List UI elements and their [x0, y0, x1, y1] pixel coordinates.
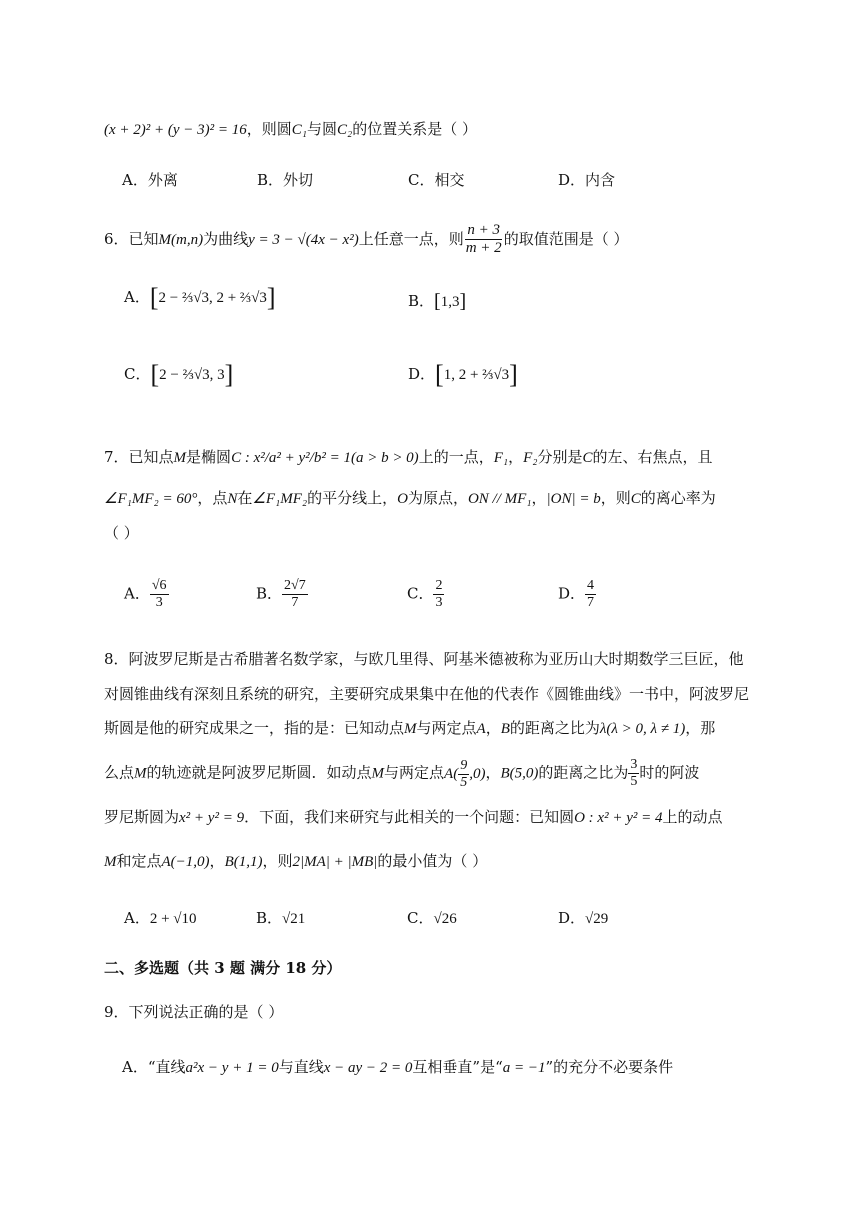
line-2-equation: x − ay − 2 = 0: [323, 1060, 413, 1076]
q8-option-d: D．√29: [558, 909, 609, 927]
fixed-point-a: A(−1,0): [161, 854, 210, 870]
option-b-value: 1,3: [440, 294, 460, 310]
parallel-condition: ON // MF₁: [467, 491, 532, 507]
q6-option-a: A．[2 − ⅔√3, 2 + ⅔√3]: [124, 283, 276, 312]
q6-option-d: D．[1, 2 + ⅔√3]: [408, 360, 518, 389]
q7-stem-line1: 7．已知点M是椭圆C : x²/a² + y²/b² = 1(a > b > 0)上的一点，F₁，F₂分别是C的左、右焦点，且: [104, 448, 713, 466]
q8-line2: 对圆锥曲线有深刻且系统的研究，主要研究成果集中在他的代表作《圆锥曲线》一书中，阿波罗尼: [104, 685, 750, 703]
point-m: M(m,n): [158, 231, 204, 248]
q8-line1: 8．阿波罗尼斯是古希腊著名数学家，与欧几里得、阿基米德被称为亚历山大时期数学三巨匠，他: [104, 650, 744, 668]
length-condition: |ON| = b: [546, 491, 601, 507]
q7-stem-line2: ∠F₁MF₂ = 60°，点N在∠F₁MF₂的平分线上，O为原点，ON // MF₁，|ON| = b，则C的离心率为: [104, 489, 716, 507]
q5-line: [104, 118, 477, 139]
q7-option-a: A． $\frac{√6}{3}$: [124, 578, 167, 611]
q6-stem: [104, 222, 628, 258]
q8-option-c: C．√26: [407, 909, 457, 927]
q8-option-a: A．2 + √10: [124, 909, 197, 927]
q5-text: 的位置关系是（ ）: [352, 120, 478, 138]
q5-text: ，则圆: [246, 120, 292, 138]
q7-option-b: B． $\frac{2√7}{7}$: [256, 578, 306, 611]
q9-stem: 9．下列说法正确的是（ ）: [104, 1003, 284, 1021]
q7-paren: （ ）: [104, 524, 139, 542]
q8-line3: 斯圆是他的研究成果之一，指的是：已知动点M与两定点A，B的距离之比为λ(λ > 0, λ ≠ 1)，那: [104, 719, 716, 737]
q5-option-c: C．相交: [408, 171, 465, 189]
q5-option-b: B．外切: [257, 171, 314, 189]
circle-o: O : x² + y² = 4: [574, 810, 663, 826]
circle-equation: (x + 2)² + (y − 3)² = 16: [104, 122, 247, 138]
ratio-fraction: $\frac{n + 3}{m + 2}$: [465, 222, 502, 257]
q6-option-b: B．[1,3]: [408, 290, 467, 313]
ratio-lambda: λ(λ > 0, λ ≠ 1): [599, 721, 686, 737]
point-a-fraction: A( $\frac{9}{5}$ ,0): [444, 757, 486, 790]
q6-option-c: C．[2 − ⅔√3, 3]: [124, 360, 234, 389]
condition-a: a = −1: [502, 1060, 546, 1076]
q5-option-a: A．外离: [122, 171, 178, 189]
apollonius-circle: x² + y² = 9: [179, 810, 245, 826]
section-heading: 二、多选题（共 3 题 满分 18 分）: [104, 959, 342, 977]
option-c-value: 2 − ⅔√3, 3: [159, 367, 225, 383]
q8-line4: 么点M的轨迹就是阿波罗尼斯圆．如动点M与两定点A( $\frac{9}{5}$ ,0)，B(5,0)的距离之比为 $\frac{3}{5}$ 时的阿波: [104, 757, 700, 790]
q7-option-d: D． $\frac{4}{7}$: [558, 578, 595, 611]
target-expression: 2|MA| + |MB|: [292, 854, 378, 870]
point-b: B(5,0): [500, 765, 539, 782]
q5-text: 与圆: [307, 120, 338, 138]
q7-option-c: C． $\frac{2}{3}$: [407, 578, 443, 611]
circle-c2: C₂: [337, 122, 353, 138]
fixed-point-b: B(1,1): [224, 854, 263, 870]
q8-line6: M和定点A(−1,0)，B(1,1)，则2|MA| + |MB|的最小值为（ ）: [104, 852, 488, 870]
q6-number: 6．已知: [104, 229, 159, 248]
q8-line5: 罗尼斯圆为x² + y² = 9．下面，我们来研究与此相关的一个问题：已知圆O : x² + y² = 4上的动点: [104, 808, 723, 826]
line-1-equation: a²x − y + 1 = 0: [185, 1060, 279, 1076]
q8-option-b: B．√21: [256, 909, 306, 927]
q5-option-d: D．内含: [558, 171, 616, 189]
q6-text: 为曲线: [203, 229, 249, 248]
q9-option-a: A．“直线a²x − y + 1 = 0与直线x − ay − 2 = 0互相垂直”是“a = −1”的充分不必要条件: [122, 1058, 674, 1076]
option-d-value: 1, 2 + ⅔√3: [443, 367, 510, 383]
angle-condition: ∠F₁MF₂ = 60°: [104, 491, 198, 507]
circle-c1: C₁: [291, 122, 308, 138]
q6-text: 上任意一点，则: [358, 229, 464, 248]
ellipse-equation: C : x²/a² + y²/b² = 1(a > b > 0): [231, 450, 419, 466]
curve-equation: y = 3 − √(4x − x²): [248, 231, 359, 248]
option-a-value: 2 − ⅔√3, 2 + ⅔√3: [158, 290, 267, 306]
q6-text: 的取值范围是（ ）: [503, 229, 629, 248]
